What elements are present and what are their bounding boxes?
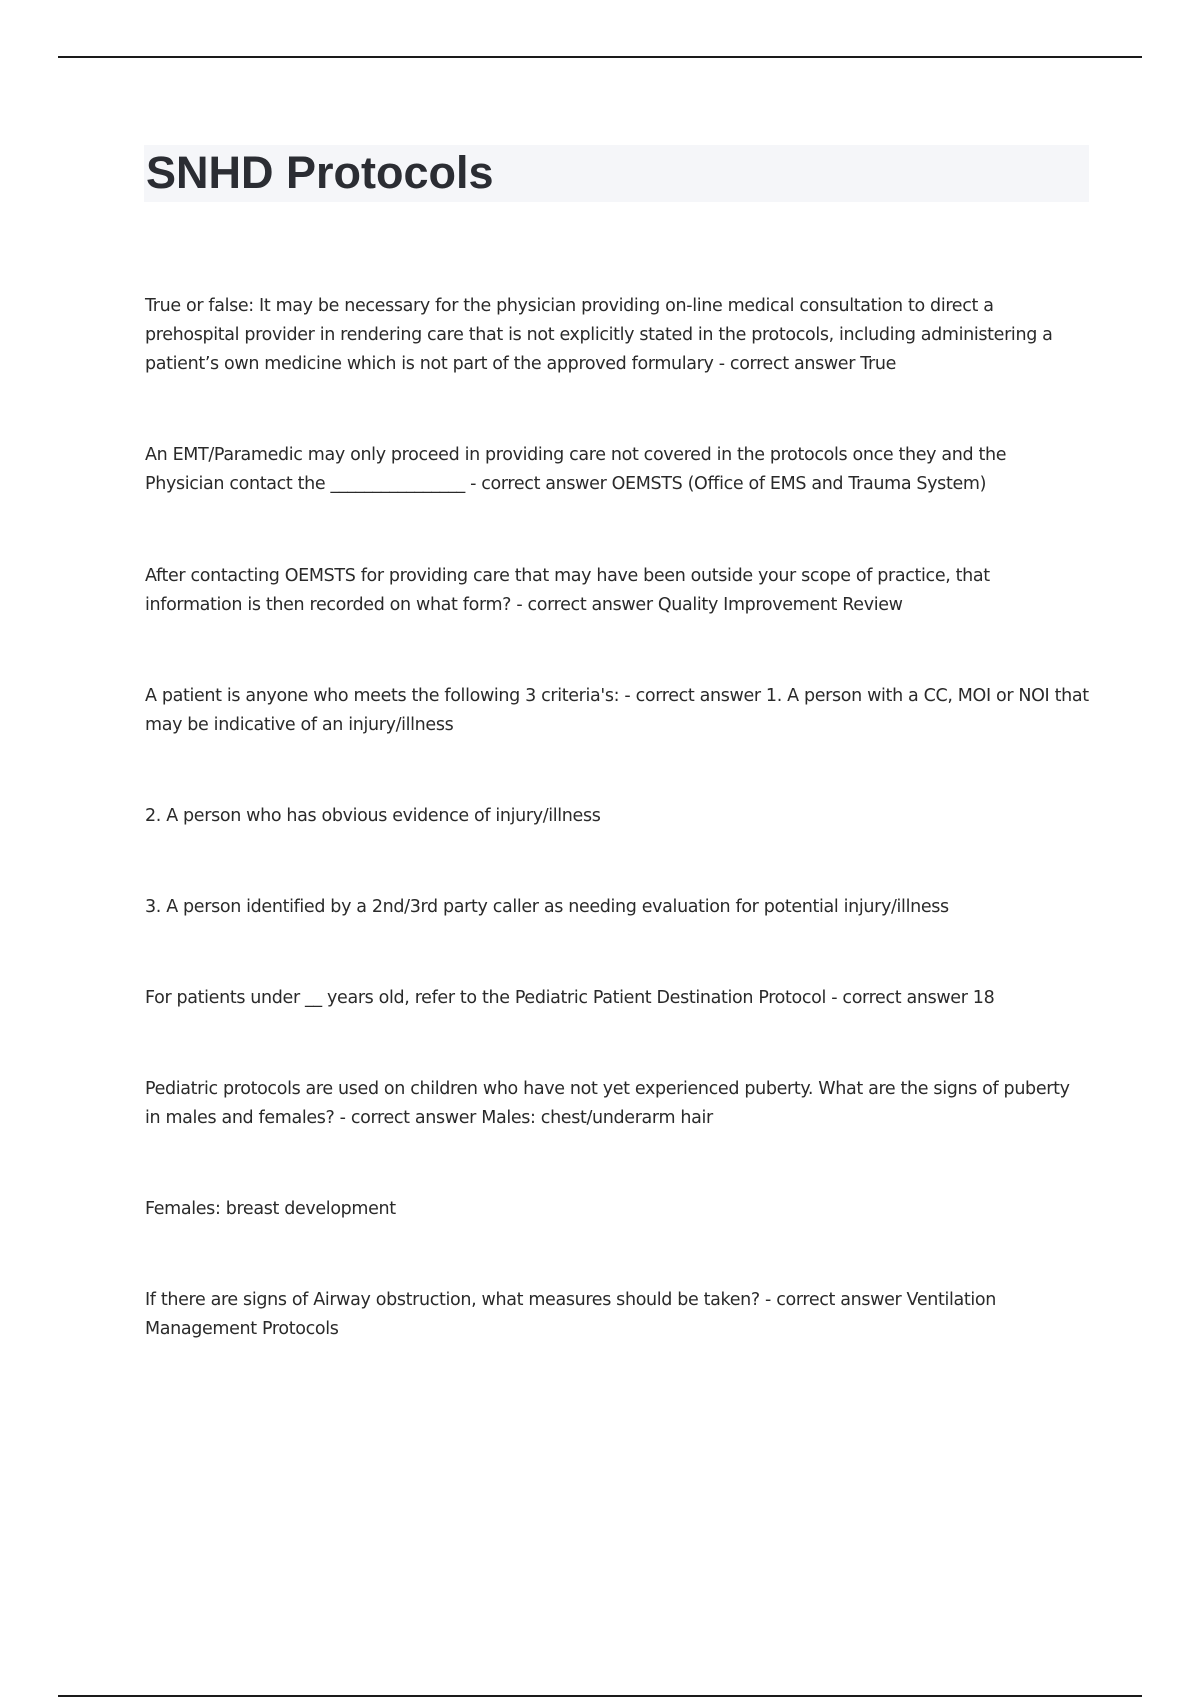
paragraph: After contacting OEMSTS for providing care that may have been outside your scope of practice, that information is then recorded on what form? - correct answer Quality Improvement Review <box>145 566 990 615</box>
paragraph: 2. A person who has obvious evidence of injury/illness <box>145 806 601 826</box>
paragraph: An EMT/Paramedic may only proceed in providing care not covered in the protocols once they and the Physician contact the ________________ - correct answer OEMSTS (Office of EMS and Trauma System) <box>145 445 1007 494</box>
page-title: SNHD Protocols <box>146 147 494 198</box>
paragraph: If there are signs of Airway obstruction, what measures should be taken? - correct answer Ventilation Management Protocols <box>145 1290 997 1339</box>
paragraph: True or false: It may be necessary for the physician providing on-line medical consultation to direct a prehospital provider in rendering care that is not explicitly stated in the protocols, including administering a patient’s own medicine which is not part of the approved formulary - correct answer True <box>145 296 1053 374</box>
paragraph: Females: breast development <box>145 1199 396 1219</box>
paragraph: 3. A person identified by a 2nd/3rd party caller as needing evaluation for potential injury/illness <box>145 897 949 917</box>
paragraph: For patients under __ years old, refer to the Pediatric Patient Destination Protocol - correct answer 18 <box>145 988 995 1008</box>
paragraph: Pediatric protocols are used on children who have not yet experienced puberty. What are the signs of puberty in males and females? - correct answer Males: chest/underarm hair <box>145 1079 1070 1128</box>
bottom-rule <box>58 1695 1142 1697</box>
paragraph: A patient is anyone who meets the following 3 criteria's: - correct answer 1. A person with a CC, MOI or NOI that may be indicative of an injury/illness <box>145 686 1089 735</box>
document-body <box>145 292 1090 1344</box>
top-rule <box>58 56 1142 58</box>
